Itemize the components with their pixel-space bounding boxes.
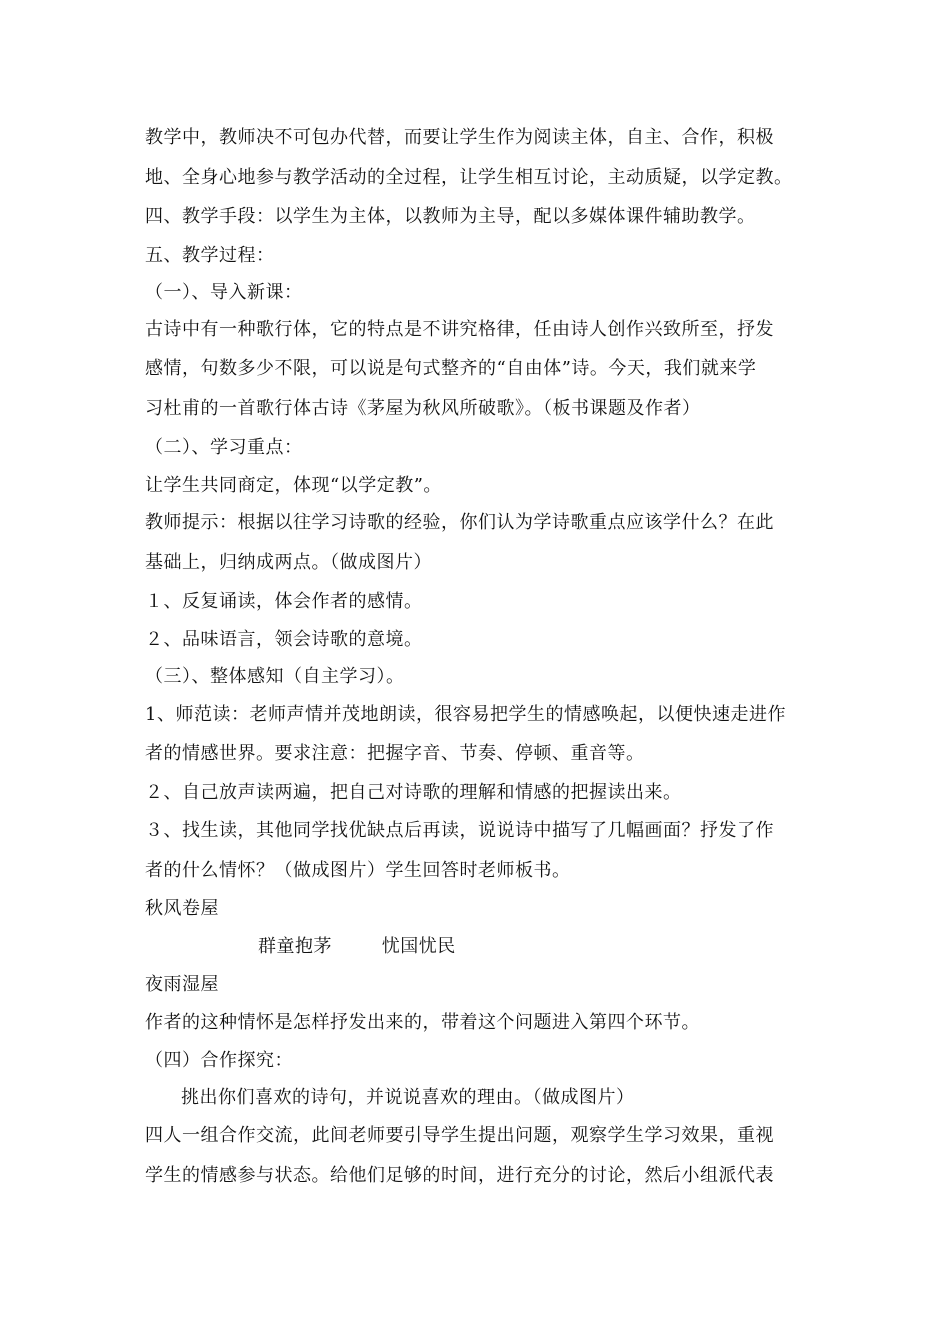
subsection-heading: （二）、学习重点： xyxy=(145,437,303,458)
text-line: 者的什么情怀？（做成图片）学生回答时老师板书。 xyxy=(145,860,571,881)
list-item: ２、品味语言，领会诗歌的意境。 xyxy=(145,629,423,650)
text-line: 地、全身心地参与教学活动的全过程，让学生相互讨论，主动质疑，以学定教。 xyxy=(145,167,793,188)
text-line: 挑出你们喜欢的诗句，并说说喜欢的理由。（做成图片） xyxy=(181,1087,635,1108)
list-item: ２、自己放声读两遍，把自己对诗歌的理解和情感的把握读出来。 xyxy=(145,782,682,803)
list-item: 1、师范读：老师声情并茂地朗读，很容易把学生的情感唤起，以便快速走进作 xyxy=(145,704,786,725)
text-line: 者的情感世界。要求注意：把握字音、节奏、停顿、重音等。 xyxy=(145,743,645,764)
subsection-heading: （三）、整体感知（自主学习）。 xyxy=(145,666,405,687)
list-item: １、反复诵读，体会作者的感情。 xyxy=(145,591,423,612)
text-line: 古诗中有一种歌行体，它的特点是不讲究格律，任由诗人创作兴致所至，抒发 xyxy=(145,319,774,340)
subsection-heading: （一）、导入新课： xyxy=(145,282,303,303)
board-note: 秋风卷屋 xyxy=(145,898,219,919)
text-line: 基础上，归纳成两点。（做成图片） xyxy=(145,552,432,573)
text-line: 学生的情感参与状态。给他们足够的时间，进行充分的讨论，然后小组派代表 xyxy=(145,1165,774,1186)
text-line: 让学生共同商定，体现“以学定教”。 xyxy=(145,475,442,496)
text-line: 四、教学手段：以学生为主体，以教师为主导，配以多媒体课件辅助教学。 xyxy=(145,206,756,227)
board-note: 群童抱茅 忧国忧民 xyxy=(258,936,456,957)
list-item: ３、找生读，其他同学找优缺点后再读，说说诗中描写了几幅画面？抒发了作 xyxy=(145,820,774,841)
board-note: 夜雨湿屋 xyxy=(145,974,219,995)
text-line: 四人一组合作交流，此间老师要引导学生提出问题，观察学生学习效果，重视 xyxy=(145,1125,774,1146)
text-line: 作者的这种情怀是怎样抒发出来的，带着这个问题进入第四个环节。 xyxy=(145,1012,700,1033)
text-line: 习杜甫的一首歌行体古诗《茅屋为秋风所破歌》。（板书课题及作者） xyxy=(145,398,701,419)
subsection-heading: （四）合作探究： xyxy=(145,1050,293,1071)
text-line: 教学中，教师决不可包办代替，而要让学生作为阅读主体，自主、合作，积极 xyxy=(145,127,774,148)
text-line: 教师提示：根据以往学习诗歌的经验，你们认为学诗歌重点应该学什么？在此 xyxy=(145,512,774,533)
text-line: 感情，句数多少不限，可以说是句式整齐的“自由体”诗。今天，我们就来学 xyxy=(145,358,757,379)
section-heading: 五、教学过程： xyxy=(145,245,275,266)
